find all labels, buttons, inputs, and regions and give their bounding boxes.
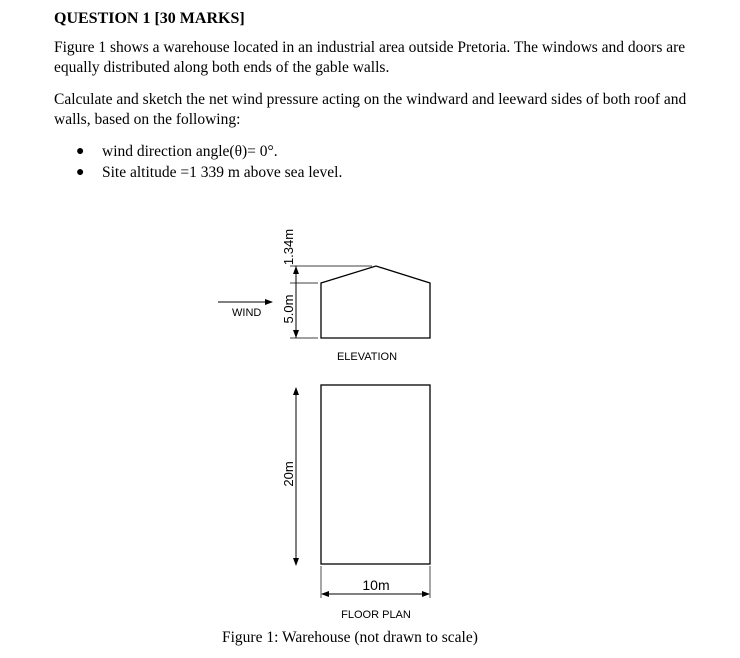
- floor-plan-outline: [321, 385, 430, 564]
- wind-label: WIND: [232, 307, 262, 319]
- elevation-label: ELEVATION: [336, 351, 398, 363]
- figure-description-paragraph: Figure 1 shows a warehouse located in an industrial area outside Pretoria. The windows and doors are equally distributed along both ends of the gable walls.: [54, 39, 686, 76]
- length-label: 20m: [281, 461, 296, 487]
- arrowhead-icon: [293, 330, 299, 338]
- wind-direction-item: wind direction angle(θ)= 0°.: [102, 143, 278, 160]
- site-altitude-item: Site altitude =1 339 m above sea level.: [102, 164, 343, 181]
- arrowhead-icon: [293, 266, 299, 274]
- floor-plan-label: FLOOR PLAN: [341, 609, 411, 621]
- question-heading: QUESTION 1 [30 MARKS]: [54, 10, 245, 27]
- task-instruction-paragraph: Calculate and sketch the net wind pressure acting on the windward and leeward sides of both roof and walls, based on the following:: [54, 91, 687, 128]
- bullet-icon: ●: [76, 165, 85, 180]
- roof-height-label: 1.34m: [281, 228, 296, 266]
- bullet-icon: ●: [76, 144, 85, 159]
- wall-height-label: 5.0m: [281, 294, 296, 324]
- width-label: 10m: [362, 577, 390, 593]
- figure-caption: Figure 1: Warehouse (not drawn to scale): [222, 629, 478, 646]
- elevation-outline: [321, 266, 430, 338]
